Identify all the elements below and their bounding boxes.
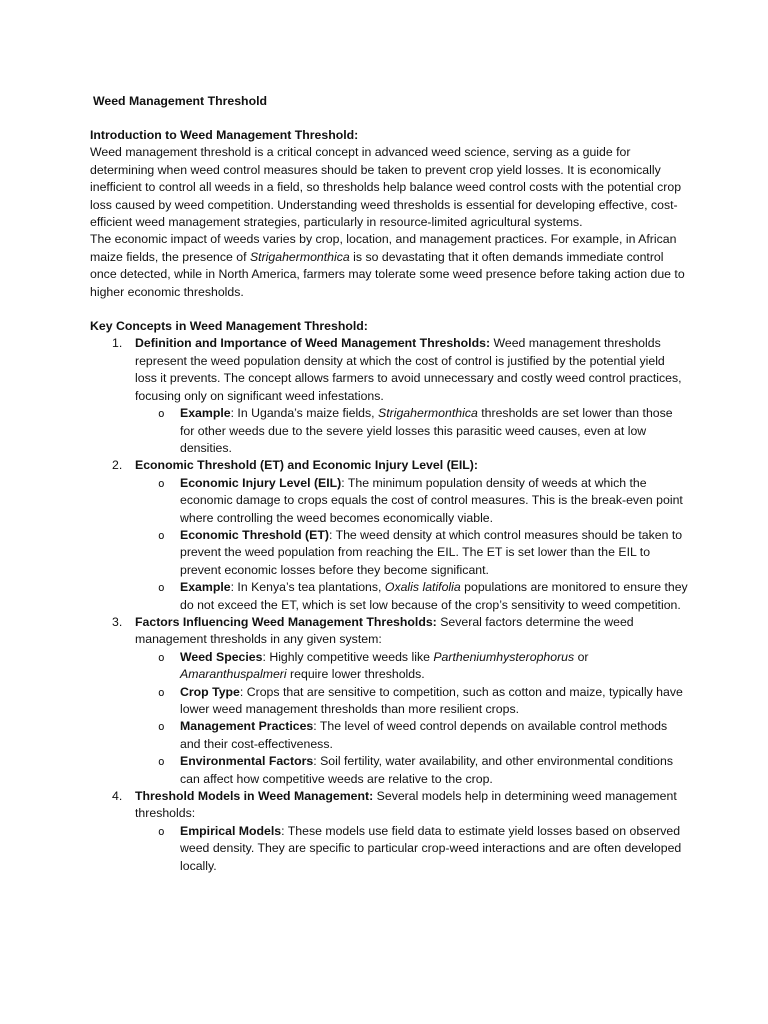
sub-list-item: o Example: In Uganda’s maize fields, Strigahermonthica thresholds are set lower than those for other weeds due to the severe yield losses this parasitic weed causes, even at low densities.	[158, 406, 673, 455]
species-name: Oxalis latifolia	[384, 580, 461, 595]
sub-item-title: Example	[180, 406, 231, 421]
concept-title: Economic Threshold (ET) and Economic Injury Level (EIL):	[135, 458, 478, 473]
document-title: Weed Management Threshold	[93, 94, 268, 108]
concept-text: Several factors determine the weed management thresholds in any given system:	[135, 614, 634, 647]
concept-title: Definition and Importance of Weed Management Thresholds:	[135, 336, 491, 351]
sub-list-item: o Management Practices: The level of weed control depends on available control methods and their cost-effectiveness.	[158, 719, 668, 751]
document-body	[90, 127, 690, 875]
key-concepts-heading: Key Concepts in Weed Management Threshold:	[90, 319, 368, 334]
bullet-icon: o	[158, 407, 165, 421]
bullet-icon: o	[158, 528, 165, 542]
species-name: Amaranthuspalmeri	[180, 667, 287, 682]
bullet-icon: o	[158, 720, 165, 734]
bullet-icon: o	[158, 650, 165, 664]
bullet-icon: o	[158, 824, 165, 838]
intro-paragraph-2: The economic impact of weeds varies by crop, location, and management practices. For example, in African maize fields, the presence of Strigahermonthica is so devastating that it often demands immediate control once detected, while in North America, farmers may tolerate some weed presence before taking action due to higher economic thresholds.	[90, 232, 685, 299]
sub-item-title: Economic Threshold (ET)	[180, 527, 329, 542]
sub-list-item: o Weed Species: Highly competitive weeds like Partheniumhysterophorus or Amaranthuspalmeri require lower thresholds.	[158, 649, 589, 682]
intro-paragraph-1: Weed management threshold is a critical concept in advanced weed science, serving as a guide for determining when weed control measures should be taken to prevent crop yield losses. It is economically inefficient to control all weeds in a field, so thresholds help balance weed control costs with the potential crop loss caused by weed competition. Understanding weed thresholds is essential for developing effective, cost-efficient weed management strategies, particularly in resource-limited agricultural systems.	[90, 145, 682, 230]
list-number: 2.	[112, 458, 123, 473]
sub-item-title: Example	[180, 580, 231, 595]
sub-list-item: o Empirical Models: These models use field data to estimate yield losses based on observed weed density. They are specific to particular crop-weed interactions and are often developed locally.	[158, 823, 682, 873]
sub-item-title: Economic Injury Level (EIL)	[180, 475, 342, 490]
species-name: Strigahermonthica	[378, 406, 478, 421]
sub-item-title: Environmental Factors	[180, 754, 314, 769]
sub-list-item: o Economic Injury Level (EIL): The minimum population density of weeds at which the economic damage to crops equals the cost of control measures. This is the break-even point where controlling the weed becomes economically viable.	[158, 475, 683, 525]
list-item	[90, 788, 690, 875]
sub-item-title: Management Practices	[180, 719, 314, 734]
species-name: Strigahermonthica	[249, 249, 350, 264]
bullet-icon: o	[158, 685, 165, 699]
sub-list-item: o Environmental Factors: Soil fertility, water availability, and other environmental conditions can affect how competitive weeds are relative to the crop.	[158, 754, 673, 786]
list-item	[90, 614, 690, 788]
list-number: 1.	[112, 336, 123, 351]
sub-list-item: o Crop Type: Crops that are sensitive to competition, such as cotton and maize, typically have lower weed management thresholds than more resilient crops.	[158, 684, 683, 716]
key-concepts-list	[90, 335, 690, 875]
concept-title: Factors Influencing Weed Management Thresholds:	[135, 614, 437, 629]
sub-list	[135, 475, 690, 614]
intro-heading: Introduction to Weed Management Threshold:	[90, 128, 359, 142]
list-item	[90, 457, 690, 614]
concept-text: Weed management thresholds represent the weed population density at which the cost of control is justified by the potential yield loss it prevents. The concept allows farmers to avoid unnecessary and costly weed control practices, focusing only on significant weed infestations.	[135, 336, 682, 403]
concept-title: Threshold Models in Weed Management:	[135, 789, 374, 804]
bullet-icon: o	[158, 476, 165, 490]
bullet-icon: o	[158, 581, 165, 595]
species-name: Partheniumhysterophorus	[433, 649, 575, 664]
sub-list-item: o Economic Threshold (ET): The weed density at which control measures should be taken to prevent the weed population from reaching the EIL. The ET is set lower than the EIL to prevent economic losses before they become significant.	[158, 527, 683, 577]
sub-list	[135, 405, 690, 457]
sub-list	[135, 823, 690, 875]
list-number: 4.	[112, 789, 123, 804]
sub-list-item: o Example: In Kenya’s tea plantations, Oxalis latifolia populations are monitored to ensure they do not exceed the ET, which is set low because of the crop’s sensitivity to weed competition.	[158, 580, 688, 612]
sub-item-title: Crop Type	[180, 684, 240, 699]
list-item	[90, 335, 690, 457]
sub-item-title: Empirical Models	[180, 823, 282, 838]
sub-item-title: Weed Species	[180, 649, 263, 664]
bullet-icon: o	[158, 755, 165, 769]
sub-list	[135, 649, 690, 788]
concept-text: Several models help in determining weed management thresholds:	[135, 789, 677, 821]
list-number: 3.	[112, 614, 123, 629]
